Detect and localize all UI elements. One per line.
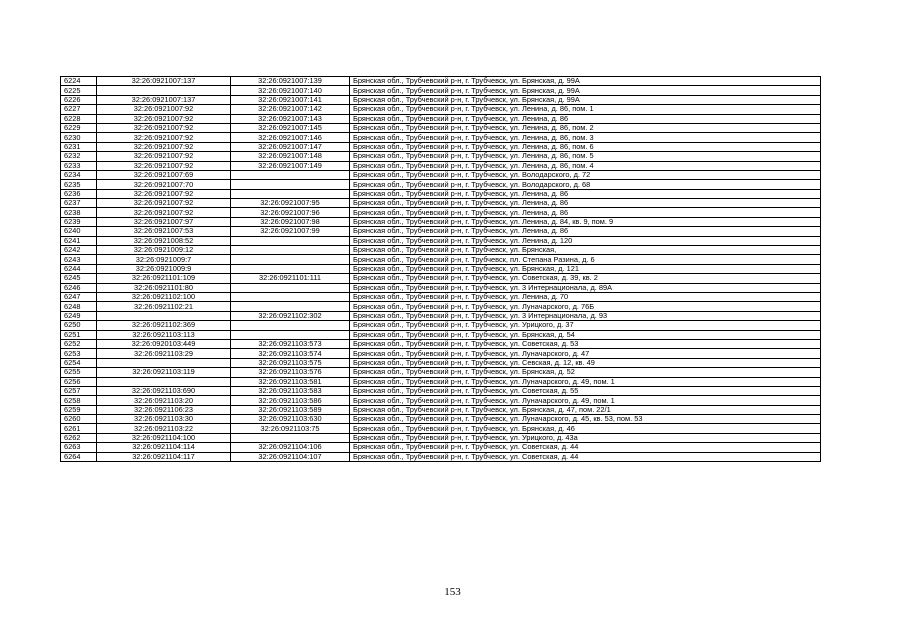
row-number-cell: 6228: [61, 114, 97, 123]
row-number-cell: 6263: [61, 443, 97, 452]
address-cell: Брянская обл., Трубчевский р-н, г. Трубчевск, ул. Луначарского, д. 76Б: [350, 302, 821, 311]
cadastral-number-cell: [97, 358, 231, 367]
address-cell: Брянская обл., Трубчевский р-н, г. Трубчевск, ул. Ленина, д. 84, кв. 9, пом. 9: [350, 217, 821, 226]
row-number-cell: 6261: [61, 424, 97, 433]
row-number-cell: 6233: [61, 161, 97, 170]
row-number-cell: 6253: [61, 349, 97, 358]
related-number-cell: 32:26:0921007:140: [231, 86, 350, 95]
cadastral-number-cell: 32:26:0921007:92: [97, 189, 231, 198]
cadastral-number-cell: 32:26:0921007:137: [97, 77, 231, 86]
row-number-cell: 6239: [61, 217, 97, 226]
cadastral-number-cell: 32:26:0921007:70: [97, 180, 231, 189]
row-number-cell: 6252: [61, 339, 97, 348]
table-row: [61, 283, 821, 292]
row-number-cell: 6256: [61, 377, 97, 386]
related-number-cell: 32:26:0921103:75: [231, 424, 350, 433]
row-number-cell: 6250: [61, 321, 97, 330]
row-number-cell: 6247: [61, 292, 97, 301]
related-number-cell: [231, 330, 350, 339]
related-number-cell: [231, 292, 350, 301]
address-cell: Брянская обл., Трубчевский р-н, г. Трубчевск, ул. Советская, д. 44: [350, 452, 821, 461]
row-number-cell: 6230: [61, 133, 97, 142]
table-row: [61, 227, 821, 236]
table-row: [61, 433, 821, 442]
address-cell: Брянская обл., Трубчевский р-н, г. Трубчевск, ул. Ленина, д. 86: [350, 199, 821, 208]
cadastral-number-cell: 32:26:0921104:117: [97, 452, 231, 461]
row-number-cell: 6262: [61, 433, 97, 442]
table-row: [61, 236, 821, 245]
row-number-cell: 6254: [61, 358, 97, 367]
address-cell: Брянская обл., Трубчевский р-н, г. Трубчевск, ул. Володарского, д. 68: [350, 180, 821, 189]
row-number-cell: 6240: [61, 227, 97, 236]
row-number-cell: 6237: [61, 199, 97, 208]
cadastral-number-cell: 32:26:0921103:690: [97, 386, 231, 395]
row-number-cell: 6242: [61, 246, 97, 255]
address-cell: Брянская обл., Трубчевский р-н, г. Трубчевск, ул. Луначарского, д. 49, пом. 1: [350, 377, 821, 386]
row-number-cell: 6226: [61, 95, 97, 104]
cadastral-number-cell: 32:26:0921007:92: [97, 161, 231, 170]
address-cell: Брянская обл., Трубчевский р-н, г. Трубчевск, ул. Ленина, д. 86, пом. 5: [350, 152, 821, 161]
cadastral-number-cell: [97, 311, 231, 320]
page-number: 153: [444, 586, 461, 598]
related-number-cell: 32:26:0921103:574: [231, 349, 350, 358]
related-number-cell: [231, 264, 350, 273]
cadastral-number-cell: 32:26:0921104:114: [97, 443, 231, 452]
table-row: [61, 415, 821, 424]
table-row: [61, 349, 821, 358]
table-row: [61, 358, 821, 367]
address-cell: Брянская обл., Трубчевский р-н, г. Трубчевск, ул. Брянская, д. 54: [350, 330, 821, 339]
row-number-cell: 6241: [61, 236, 97, 245]
cadastral-number-cell: 32:26:0921106:23: [97, 405, 231, 414]
table-row: [61, 161, 821, 170]
row-number-cell: 6258: [61, 396, 97, 405]
row-number-cell: 6232: [61, 152, 97, 161]
address-cell: Брянская обл., Трубчевский р-н, г. Трубчевск, ул. Ленина, д. 86, пом. 6: [350, 142, 821, 151]
address-cell: Брянская обл., Трубчевский р-н, г. Трубчевск, ул. Брянская, д. 99А: [350, 95, 821, 104]
table-row: [61, 170, 821, 179]
cadastral-number-cell: 32:26:0921102:100: [97, 292, 231, 301]
table-row: [61, 105, 821, 114]
related-number-cell: [231, 180, 350, 189]
address-cell: Брянская обл., Трубчевский р-н, г. Трубчевск, ул. Луначарского, д. 47: [350, 349, 821, 358]
cadastral-number-cell: 32:26:0921103:30: [97, 415, 231, 424]
row-number-cell: 6246: [61, 283, 97, 292]
related-number-cell: 32:26:0921103:586: [231, 396, 350, 405]
row-number-cell: 6243: [61, 255, 97, 264]
related-number-cell: [231, 321, 350, 330]
table-row: [61, 208, 821, 217]
row-number-cell: 6259: [61, 405, 97, 414]
cadastral-number-cell: 32:26:0921101:109: [97, 274, 231, 283]
table-row: [61, 424, 821, 433]
table-row: [61, 302, 821, 311]
address-cell: Брянская обл., Трубчевский р-н, г. Трубчевск, ул. Ленина, д. 86, пом. 3: [350, 133, 821, 142]
address-cell: Брянская обл., Трубчевский р-н, г. Трубчевск, ул. Ленина, д. 86, пом. 1: [350, 105, 821, 114]
cadastral-number-cell: 32:26:0921101:80: [97, 283, 231, 292]
address-cell: Брянская обл., Трубчевский р-н, г. Трубчевск, ул. Советская, д. 39, кв. 2: [350, 274, 821, 283]
cadastral-number-cell: 32:26:0921007:92: [97, 105, 231, 114]
table-row: [61, 255, 821, 264]
cadastral-number-cell: 32:26:0921007:92: [97, 123, 231, 132]
row-number-cell: 6229: [61, 123, 97, 132]
related-number-cell: 32:26:0921007:143: [231, 114, 350, 123]
address-cell: Брянская обл., Трубчевский р-н, г. Трубчевск, ул. Советская, д. 44: [350, 443, 821, 452]
related-number-cell: 32:26:0921007:139: [231, 77, 350, 86]
table-row: [61, 114, 821, 123]
cadastral-number-cell: 32:26:0921007:92: [97, 199, 231, 208]
related-number-cell: 32:26:0921007:141: [231, 95, 350, 104]
cadastral-number-cell: 32:26:0921103:20: [97, 396, 231, 405]
table-row: [61, 133, 821, 142]
table-row: [61, 95, 821, 104]
cadastral-number-cell: 32:26:0920103:449: [97, 339, 231, 348]
address-cell: Брянская обл., Трубчевский р-н, г. Трубчевск, ул. Ленина, д. 86: [350, 114, 821, 123]
table-row: [61, 142, 821, 151]
related-number-cell: [231, 246, 350, 255]
address-cell: Брянская обл., Трубчевский р-н, г. Трубчевск, ул. Брянская, д. 99А: [350, 77, 821, 86]
table-row: [61, 274, 821, 283]
address-cell: Брянская обл., Трубчевский р-н, г. Трубчевск, ул. Советская, д. 53: [350, 339, 821, 348]
table-row: [61, 330, 821, 339]
cadastral-number-cell: 32:26:0921008:52: [97, 236, 231, 245]
cadastral-number-cell: 32:26:0921007:92: [97, 142, 231, 151]
related-number-cell: 32:26:0921101:111: [231, 274, 350, 283]
related-number-cell: 32:26:0921104:107: [231, 452, 350, 461]
cadastral-number-cell: 32:26:0921007:92: [97, 208, 231, 217]
related-number-cell: 32:26:0921007:98: [231, 217, 350, 226]
address-cell: Брянская обл., Трубчевский р-н, г. Трубчевск, ул. Ленина, д. 70: [350, 292, 821, 301]
cadastral-number-cell: 32:26:0921009:12: [97, 246, 231, 255]
related-number-cell: 32:26:0921103:583: [231, 386, 350, 395]
table-row: [61, 264, 821, 273]
table-row: [61, 405, 821, 414]
table-row: [61, 386, 821, 395]
related-number-cell: 32:26:0921007:147: [231, 142, 350, 151]
row-number-cell: 6244: [61, 264, 97, 273]
related-number-cell: 32:26:0921103:581: [231, 377, 350, 386]
row-number-cell: 6249: [61, 311, 97, 320]
address-cell: Брянская обл., Трубчевский р-н, г. Трубчевск, ул. Урицкого, д. 37: [350, 321, 821, 330]
related-number-cell: 32:26:0921007:99: [231, 227, 350, 236]
cadastral-number-cell: 32:26:0921009:7: [97, 255, 231, 264]
cadastral-number-cell: [97, 377, 231, 386]
table-row: [61, 452, 821, 461]
row-number-cell: 6264: [61, 452, 97, 461]
address-cell: Брянская обл., Трубчевский р-н, г. Трубчевск, ул. Ленина, д. 86: [350, 208, 821, 217]
address-cell: Брянская обл., Трубчевский р-н, г. Трубчевск, ул. Ленина, д. 86: [350, 227, 821, 236]
address-cell: Брянская обл., Трубчевский р-н, г. Трубчевск, ул. 3 Интернационала, д. 89А: [350, 283, 821, 292]
row-number-cell: 6238: [61, 208, 97, 217]
address-cell: Брянская обл., Трубчевский р-н, г. Трубчевск, ул. Луначарского, д. 45, кв. 53, пом. 53: [350, 415, 821, 424]
table-row: [61, 377, 821, 386]
cadastral-number-cell: 32:26:0921102:369: [97, 321, 231, 330]
related-number-cell: 32:26:0921103:589: [231, 405, 350, 414]
table-row: [61, 396, 821, 405]
related-number-cell: 32:26:0921007:142: [231, 105, 350, 114]
related-number-cell: [231, 170, 350, 179]
row-number-cell: 6236: [61, 189, 97, 198]
cadastral-number-cell: 32:26:0921007:69: [97, 170, 231, 179]
cadastral-number-cell: 32:26:0921103:119: [97, 368, 231, 377]
related-number-cell: [231, 189, 350, 198]
row-number-cell: 6255: [61, 368, 97, 377]
table-row: [61, 199, 821, 208]
table-row: [61, 368, 821, 377]
related-number-cell: [231, 283, 350, 292]
address-cell: Брянская обл., Трубчевский р-н, г. Трубчевск, ул. Брянская, д. 46: [350, 424, 821, 433]
table-row: [61, 443, 821, 452]
related-number-cell: [231, 433, 350, 442]
address-cell: Брянская обл., Трубчевский р-н, г. Трубчевск, ул. Ленина, д. 120: [350, 236, 821, 245]
row-number-cell: 6251: [61, 330, 97, 339]
cadastral-table: [60, 76, 821, 462]
address-cell: Брянская обл., Трубчевский р-н, г. Трубчевск, ул. Брянская, д. 99А: [350, 86, 821, 95]
address-cell: Брянская обл., Трубчевский р-н, г. Трубчевск, ул. Брянская, д. 121: [350, 264, 821, 273]
address-cell: Брянская обл., Трубчевский р-н, г. Трубчевск, ул. Советская, д. 55: [350, 386, 821, 395]
address-cell: Брянская обл., Трубчевский р-н, г. Трубчевск, ул. Луначарского, д. 49, пом. 1: [350, 396, 821, 405]
cadastral-number-cell: 32:26:0921007:92: [97, 152, 231, 161]
related-number-cell: 32:26:0921103:576: [231, 368, 350, 377]
related-number-cell: 32:26:0921103:575: [231, 358, 350, 367]
row-number-cell: 6227: [61, 105, 97, 114]
address-cell: Брянская обл., Трубчевский р-н, г. Трубчевск, ул. Ленина, д. 86: [350, 189, 821, 198]
related-number-cell: [231, 302, 350, 311]
cadastral-number-cell: 32:26:0921102:21: [97, 302, 231, 311]
address-cell: Брянская обл., Трубчевский р-н, г. Трубчевск, ул. Ленина, д. 86, пом. 2: [350, 123, 821, 132]
table-row: [61, 321, 821, 330]
related-number-cell: 32:26:0921104:106: [231, 443, 350, 452]
related-number-cell: 32:26:0921007:96: [231, 208, 350, 217]
table-row: [61, 246, 821, 255]
row-number-cell: 6235: [61, 180, 97, 189]
table-row: [61, 311, 821, 320]
cadastral-number-cell: 32:26:0921007:53: [97, 227, 231, 236]
table-row: [61, 217, 821, 226]
related-number-cell: 32:26:0921007:148: [231, 152, 350, 161]
table-row: [61, 86, 821, 95]
address-cell: Брянская обл., Трубчевский р-н, г. Трубчевск, пл. Степана Разина, д. 6: [350, 255, 821, 264]
table-row: [61, 123, 821, 132]
cadastral-number-cell: 32:26:0921104:100: [97, 433, 231, 442]
related-number-cell: [231, 236, 350, 245]
related-number-cell: 32:26:0921007:145: [231, 123, 350, 132]
cadastral-number-cell: 32:26:0921007:92: [97, 133, 231, 142]
row-number-cell: 6248: [61, 302, 97, 311]
table-row: [61, 180, 821, 189]
row-number-cell: 6225: [61, 86, 97, 95]
cadastral-number-cell: 32:26:0921007:137: [97, 95, 231, 104]
address-cell: Брянская обл., Трубчевский р-н, г. Трубчевск, ул. 3 Интернационала, д. 93: [350, 311, 821, 320]
row-number-cell: 6257: [61, 386, 97, 395]
address-cell: Брянская обл., Трубчевский р-н, г. Трубчевск, ул. Севская, д. 12, кв. 49: [350, 358, 821, 367]
related-number-cell: 32:26:0921103:573: [231, 339, 350, 348]
address-cell: Брянская обл., Трубчевский р-н, г. Трубчевск, ул. Брянская,: [350, 246, 821, 255]
related-number-cell: 32:26:0921103:630: [231, 415, 350, 424]
cadastral-number-cell: 32:26:0921103:113: [97, 330, 231, 339]
address-cell: Брянская обл., Трубчевский р-н, г. Трубчевск, ул. Урицкого, д. 43а: [350, 433, 821, 442]
related-number-cell: 32:26:0921007:149: [231, 161, 350, 170]
address-cell: Брянская обл., Трубчевский р-н, г. Трубчевск, ул. Брянская, д. 52: [350, 368, 821, 377]
related-number-cell: 32:26:0921007:95: [231, 199, 350, 208]
related-number-cell: 32:26:0921007:146: [231, 133, 350, 142]
cadastral-number-cell: 32:26:0921103:22: [97, 424, 231, 433]
related-number-cell: 32:26:0921102:302: [231, 311, 350, 320]
table-row: [61, 77, 821, 86]
address-cell: Брянская обл., Трубчевский р-н, г. Трубчевск, ул. Володарского, д. 72: [350, 170, 821, 179]
address-cell: Брянская обл., Трубчевский р-н, г. Трубчевск, ул. Брянская, д. 47, пом. 22/1: [350, 405, 821, 414]
related-number-cell: [231, 255, 350, 264]
cadastral-number-cell: 32:26:0921007:92: [97, 114, 231, 123]
cadastral-number-cell: 32:26:0921009:9: [97, 264, 231, 273]
row-number-cell: 6234: [61, 170, 97, 179]
row-number-cell: 6224: [61, 77, 97, 86]
cadastral-number-cell: 32:26:0921103:29: [97, 349, 231, 358]
cadastral-number-cell: [97, 86, 231, 95]
table-row: [61, 152, 821, 161]
cadastral-table-body: [61, 77, 821, 462]
row-number-cell: 6260: [61, 415, 97, 424]
address-cell: Брянская обл., Трубчевский р-н, г. Трубчевск, ул. Ленина, д. 86, пом. 4: [350, 161, 821, 170]
table-row: [61, 339, 821, 348]
table-row: [61, 189, 821, 198]
cadastral-number-cell: 32:26:0921007:97: [97, 217, 231, 226]
row-number-cell: 6245: [61, 274, 97, 283]
table-row: [61, 292, 821, 301]
row-number-cell: 6231: [61, 142, 97, 151]
